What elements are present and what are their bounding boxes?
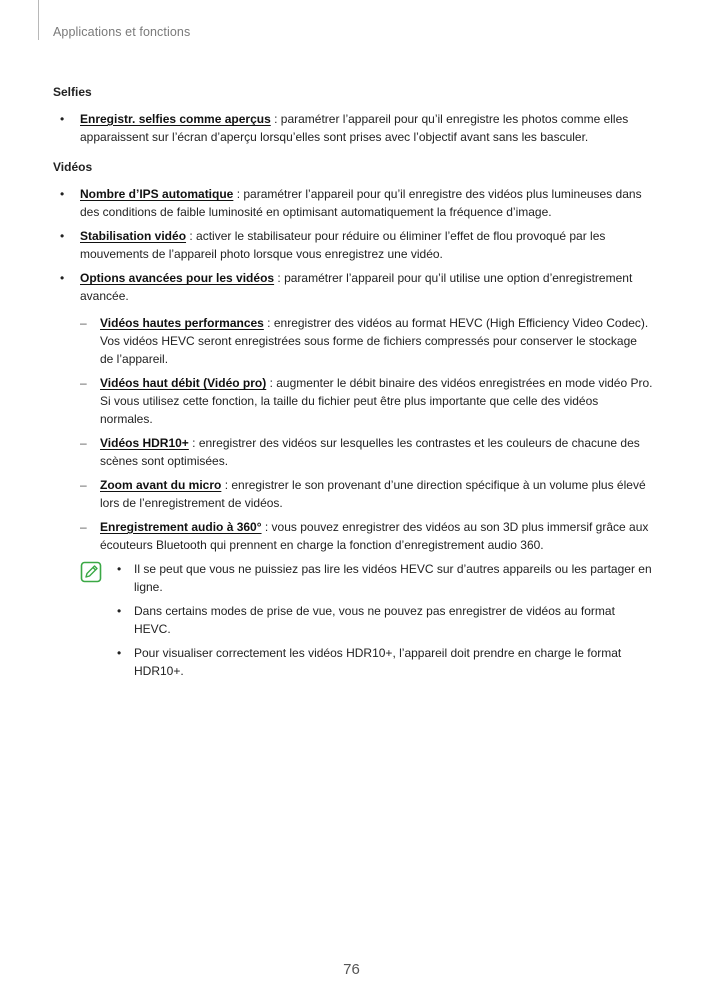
section-heading-videos: Vidéos	[53, 160, 93, 174]
option-description: : paramétrer l’appareil pour qu’il enregistre les photos comme elles apparaissent sur l’écran d’aperçu lorsqu’elles sont prises avec l’objectif avant sans les basculer.	[80, 112, 629, 144]
sub-option-term: Vidéos HDR10+	[100, 436, 189, 450]
running-header: Applications et fonctions	[53, 25, 191, 39]
dash-icon: –	[80, 376, 87, 390]
sub-option-description: : enregistrer des vidéos au format HEVC (High Efficiency Video Codec). Vos vidéos HEVC seront enregistrées sous forme de fichiers compressés pour conserver le stockage de l’appareil.	[100, 316, 649, 366]
sub-list-item	[80, 518, 653, 554]
page-number: 76	[343, 961, 360, 978]
dash-icon: –	[80, 436, 87, 450]
list-item	[53, 227, 653, 263]
sub-option-term: Vidéos haut débit (Vidéo pro)	[100, 376, 267, 390]
sub-list-item	[80, 374, 653, 428]
note-box	[53, 560, 653, 680]
bullet-icon: •	[60, 271, 65, 285]
list-item	[53, 269, 653, 554]
option-term: Options avancées pour les vidéos	[80, 271, 275, 285]
note-list	[107, 560, 653, 680]
sub-option-term: Enregistrement audio à 360°	[100, 520, 262, 534]
bullet-icon: •	[117, 562, 122, 576]
sub-option-description: : enregistrer des vidéos sur lesquelles les contrastes et les couleurs de chacune des scènes sont optimisées.	[100, 436, 640, 468]
bullet-icon: •	[117, 646, 122, 660]
option-description: : paramétrer l’appareil pour qu’il utilise une option d’enregistrement avancée.	[80, 271, 633, 303]
note-text: Dans certains modes de prise de vue, vous ne pouvez pas enregistrer de vidéos au format HEVC.	[134, 604, 615, 636]
header-divider	[38, 0, 39, 40]
bullet-icon: •	[60, 112, 65, 126]
main-content	[53, 83, 653, 686]
list-item	[53, 185, 653, 221]
sub-option-term: Vidéos hautes performances	[100, 316, 264, 330]
sub-list-item	[80, 476, 653, 512]
note-item	[107, 602, 653, 638]
option-term: Stabilisation vidéo	[80, 229, 187, 243]
note-text: Pour visualiser correctement les vidéos HDR10+, l’appareil doit prendre en charge le format HDR10+.	[134, 646, 622, 678]
selfies-list	[53, 110, 653, 146]
bullet-icon: •	[60, 229, 65, 243]
dash-icon: –	[80, 520, 87, 534]
sub-list-item	[80, 434, 653, 470]
bullet-icon: •	[117, 604, 122, 618]
dash-icon: –	[80, 316, 87, 330]
sub-option-description: : augmenter le débit binaire des vidéos enregistrées en mode vidéo Pro. Si vous utilisez cette fonction, la taille du fichier peut être plus importante que celle des vidéos normales.	[100, 376, 653, 426]
sub-option-term: Zoom avant du micro	[100, 478, 222, 492]
note-item	[107, 560, 653, 596]
sub-list-item	[80, 314, 653, 368]
advanced-options-list	[80, 314, 653, 554]
option-description: : paramétrer l’appareil pour qu’il enregistre des vidéos plus lumineuses dans des conditions de faible luminosité en optimisant automatiquement la fréquence d’image.	[80, 187, 642, 219]
note-item	[107, 644, 653, 680]
section-heading-selfies: Selfies	[53, 85, 92, 99]
note-pencil-icon	[80, 561, 102, 583]
note-text: Il se peut que vous ne puissiez pas lire les vidéos HEVC sur d’autres appareils ou les partager en ligne.	[134, 562, 652, 594]
option-term: Enregistr. selfies comme aperçus	[80, 112, 271, 126]
list-item	[53, 110, 653, 146]
sub-option-description: : vous pouvez enregistrer des vidéos au son 3D plus immersif grâce aux écouteurs Bluetooth qui prennent en charge la fonction d’enregistrement audio 360.	[100, 520, 649, 552]
sub-option-description: : enregistrer le son provenant d’une direction spécifique à un volume plus élevé lors de l’enregistrement de vidéos.	[100, 478, 646, 510]
option-term: Nombre d’IPS automatique	[80, 187, 234, 201]
bullet-icon: •	[60, 187, 65, 201]
dash-icon: –	[80, 478, 87, 492]
videos-list	[53, 185, 653, 554]
option-description: : activer le stabilisateur pour réduire ou éliminer l’effet de flou provoqué par les mouvements de l’appareil photo lorsque vous enregistrez une vidéo.	[80, 229, 606, 261]
